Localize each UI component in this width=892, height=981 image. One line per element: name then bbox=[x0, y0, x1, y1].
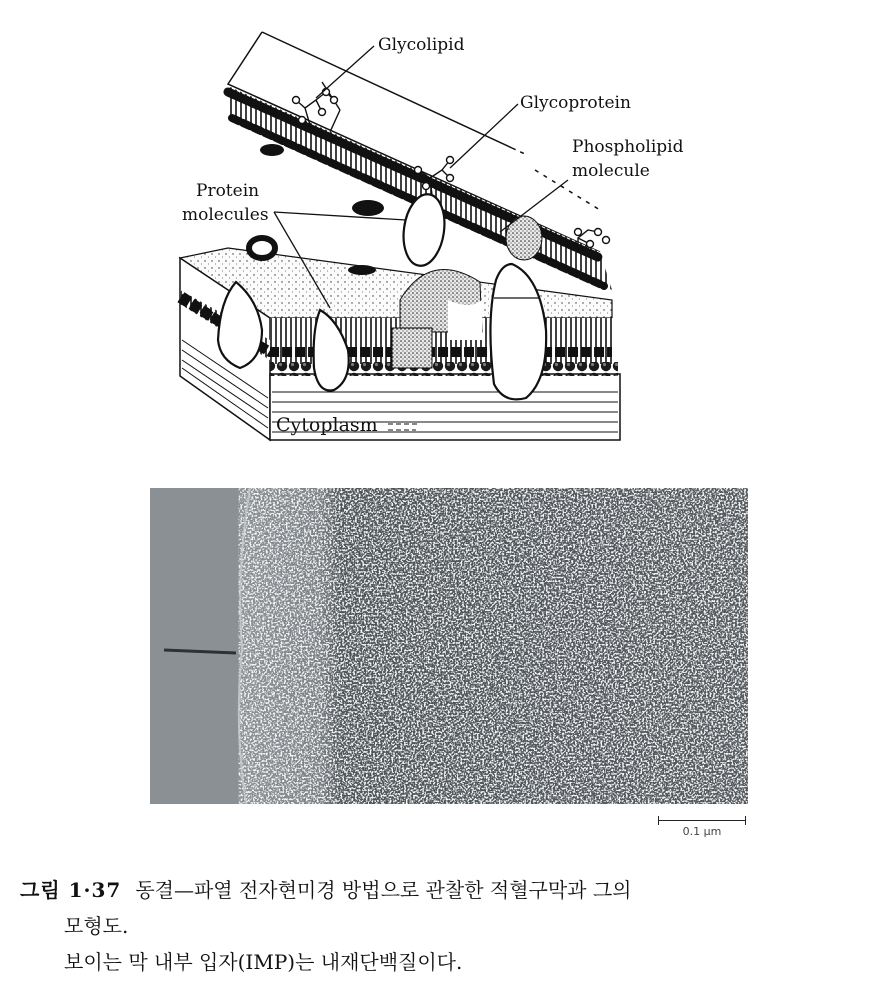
scale-bar bbox=[656, 812, 748, 842]
label-cytoplasm-text: Cytoplasm bbox=[276, 414, 378, 436]
figure-caption bbox=[20, 872, 880, 980]
caption-line-3: 보이는 막 내부 입자(IMP)는 내재단백질이다. bbox=[64, 950, 463, 974]
freeze-fracture-micrograph bbox=[150, 488, 748, 804]
label-glycolipid-text: Glycolipid bbox=[378, 35, 465, 55]
label-protein bbox=[182, 181, 269, 225]
label-phospholipid-line2: molecule bbox=[572, 161, 650, 181]
label-protein-line1: Protein bbox=[196, 181, 260, 201]
label-glycoprotein-text: Glycoprotein bbox=[520, 93, 631, 113]
label-glycoprotein bbox=[520, 93, 631, 113]
membrane-model-diagram bbox=[0, 0, 892, 470]
caption-line-1 bbox=[20, 872, 880, 908]
label-glycolipid bbox=[378, 35, 465, 55]
label-phospholipid-line1: Phospholipid bbox=[572, 137, 684, 157]
caption-text-1: 동결—파열 전자현미경 방법으로 관찰한 적혈구막과 그의 bbox=[135, 878, 632, 902]
label-phospholipid bbox=[572, 137, 684, 181]
scale-bar-label: 0.1 μm bbox=[682, 825, 722, 838]
label-protein-line2: molecules bbox=[182, 205, 269, 225]
figure-number: 그림 1·37 bbox=[20, 878, 122, 902]
caption-line-2: 모형도. bbox=[64, 914, 129, 938]
